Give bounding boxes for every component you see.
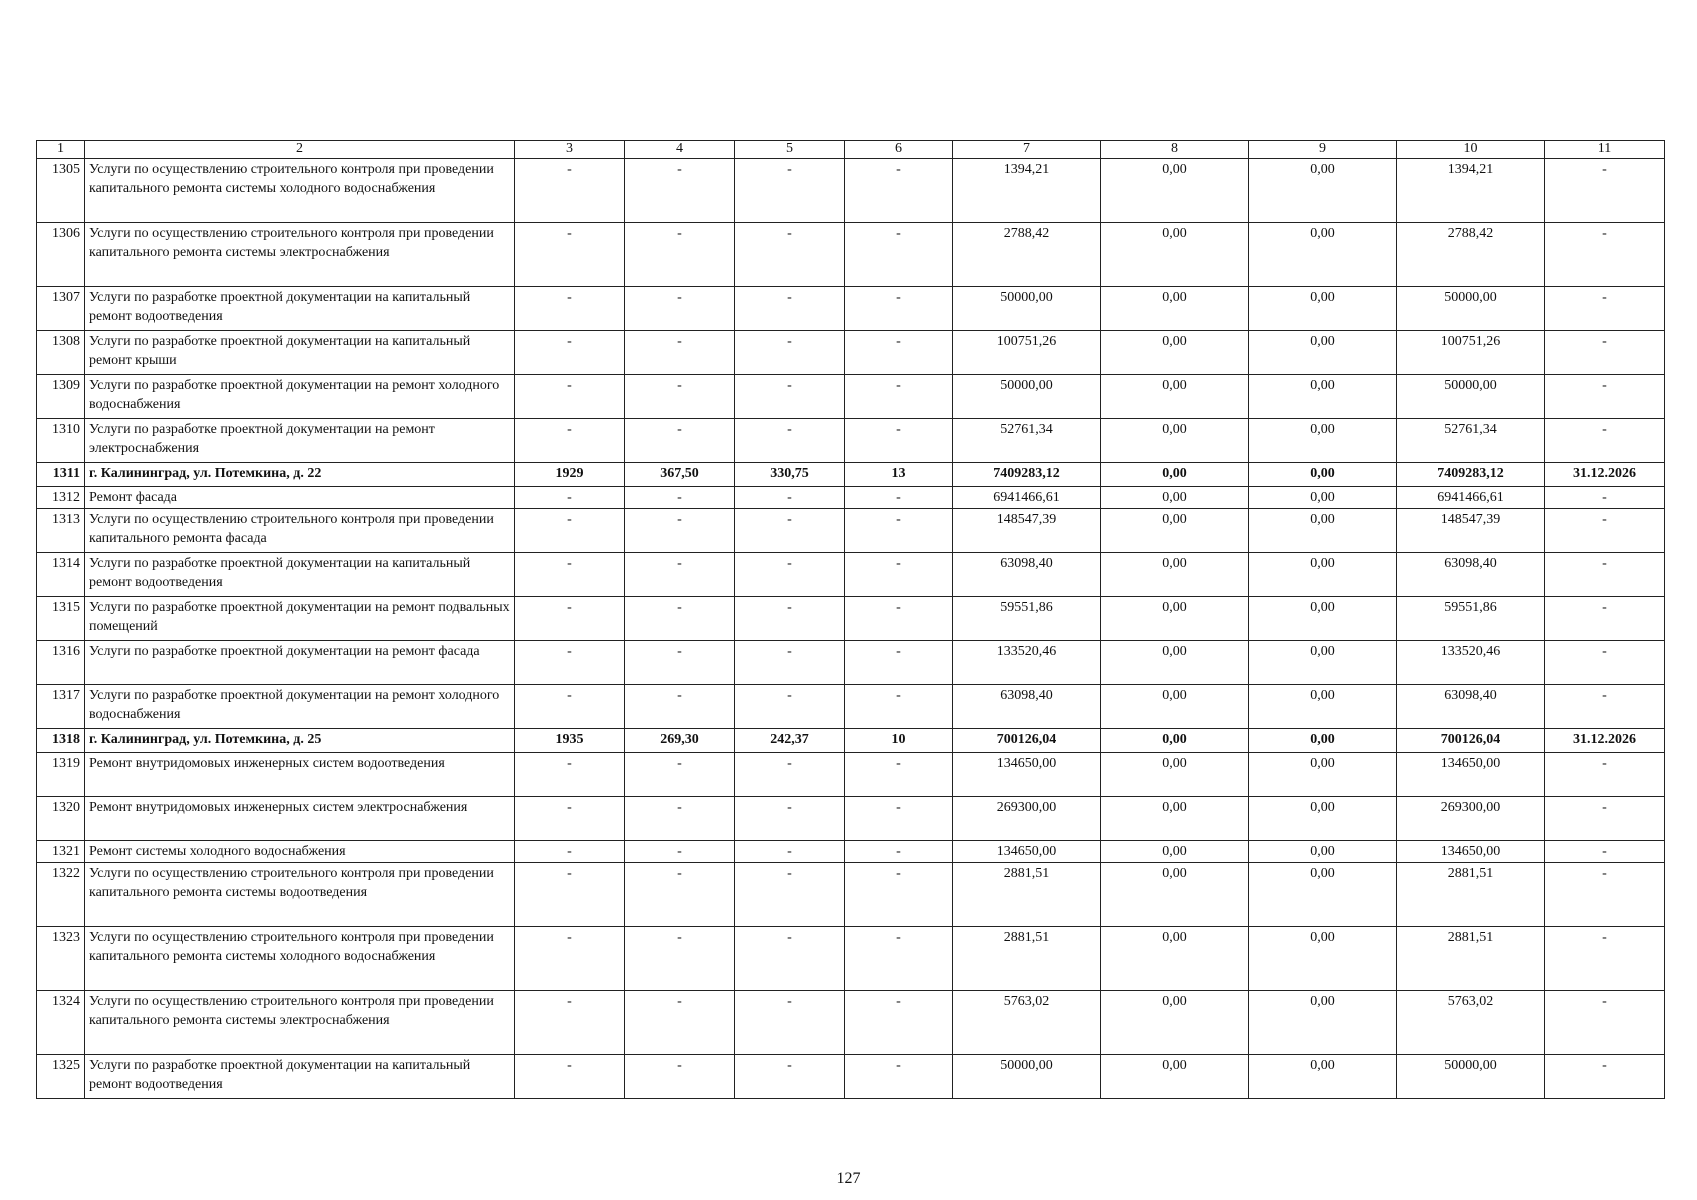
cell-c8: 0,00 xyxy=(1101,509,1249,553)
table-row xyxy=(37,463,1665,487)
cell-c4: - xyxy=(625,223,735,287)
cell-c5: - xyxy=(735,375,845,419)
cell-no: 1308 xyxy=(37,331,85,375)
cell-c6: 10 xyxy=(845,729,953,753)
cell-c6: - xyxy=(845,553,953,597)
cell-c6: - xyxy=(845,509,953,553)
cell-c8: 0,00 xyxy=(1101,1055,1249,1099)
cell-c7: 7409283,12 xyxy=(953,463,1101,487)
cell-c3: - xyxy=(515,509,625,553)
cell-c3: 1929 xyxy=(515,463,625,487)
cell-c9: 0,00 xyxy=(1249,841,1397,863)
cell-c10: 7409283,12 xyxy=(1397,463,1545,487)
cell-c4: - xyxy=(625,331,735,375)
table-row xyxy=(37,841,1665,863)
cell-c8: 0,00 xyxy=(1101,375,1249,419)
cell-name: Услуги по разработке проектной документации на ремонт подвальных помещений xyxy=(85,597,515,641)
cell-c4: 367,50 xyxy=(625,463,735,487)
cell-c5: - xyxy=(735,509,845,553)
cell-c8: 0,00 xyxy=(1101,159,1249,223)
cell-c11: - xyxy=(1545,553,1665,597)
cell-no: 1306 xyxy=(37,223,85,287)
cell-c11: - xyxy=(1545,597,1665,641)
cell-c7: 700126,04 xyxy=(953,729,1101,753)
cell-c5: - xyxy=(735,797,845,841)
cell-c7: 134650,00 xyxy=(953,753,1101,797)
cell-c11: 31.12.2026 xyxy=(1545,729,1665,753)
cell-c8: 0,00 xyxy=(1101,927,1249,991)
cell-c6: - xyxy=(845,753,953,797)
cell-c10: 6941466,61 xyxy=(1397,487,1545,509)
cell-c7: 63098,40 xyxy=(953,553,1101,597)
cell-c3: - xyxy=(515,419,625,463)
cell-c3: - xyxy=(515,641,625,685)
cell-c8: 0,00 xyxy=(1101,841,1249,863)
cell-c10: 2788,42 xyxy=(1397,223,1545,287)
cell-name: г. Калининград, ул. Потемкина, д. 22 xyxy=(85,463,515,487)
cell-c4: - xyxy=(625,487,735,509)
cell-c11: - xyxy=(1545,331,1665,375)
table-row xyxy=(37,509,1665,553)
cell-c8: 0,00 xyxy=(1101,331,1249,375)
cell-c4: - xyxy=(625,287,735,331)
cell-c10: 59551,86 xyxy=(1397,597,1545,641)
cell-c9: 0,00 xyxy=(1249,287,1397,331)
cell-c3: - xyxy=(515,487,625,509)
cell-c7: 2788,42 xyxy=(953,223,1101,287)
cell-c7: 50000,00 xyxy=(953,1055,1101,1099)
cell-c6: - xyxy=(845,331,953,375)
cell-c9: 0,00 xyxy=(1249,223,1397,287)
cell-c4: - xyxy=(625,509,735,553)
cell-c3: - xyxy=(515,841,625,863)
cell-no: 1313 xyxy=(37,509,85,553)
cell-c7: 133520,46 xyxy=(953,641,1101,685)
cell-c7: 59551,86 xyxy=(953,597,1101,641)
table-row xyxy=(37,223,1665,287)
cell-c7: 2881,51 xyxy=(953,863,1101,927)
cell-c4: - xyxy=(625,597,735,641)
cell-c3: - xyxy=(515,597,625,641)
cell-c11: - xyxy=(1545,991,1665,1055)
header-cell: 1 xyxy=(37,141,85,159)
cell-c8: 0,00 xyxy=(1101,753,1249,797)
cell-c11: - xyxy=(1545,223,1665,287)
cell-c9: 0,00 xyxy=(1249,991,1397,1055)
page-number: 127 xyxy=(836,1170,861,1187)
cell-c9: 0,00 xyxy=(1249,927,1397,991)
header-cell: 11 xyxy=(1545,141,1665,159)
cell-name: Услуги по разработке проектной документации на капитальный ремонт водоотведения xyxy=(85,553,515,597)
cell-c6: - xyxy=(845,863,953,927)
cell-c10: 133520,46 xyxy=(1397,641,1545,685)
cell-c11: - xyxy=(1545,509,1665,553)
cell-c3: - xyxy=(515,685,625,729)
cell-c7: 2881,51 xyxy=(953,927,1101,991)
cell-c5: - xyxy=(735,287,845,331)
cell-c6: - xyxy=(845,419,953,463)
table-row xyxy=(37,331,1665,375)
header-cell: 5 xyxy=(735,141,845,159)
cell-name: Услуги по разработке проектной документации на капитальный ремонт водоотведения xyxy=(85,287,515,331)
cell-c6: - xyxy=(845,223,953,287)
cell-c8: 0,00 xyxy=(1101,685,1249,729)
cell-no: 1307 xyxy=(37,287,85,331)
cell-c10: 5763,02 xyxy=(1397,991,1545,1055)
cell-c8: 0,00 xyxy=(1101,287,1249,331)
cell-c6: - xyxy=(845,375,953,419)
cell-c9: 0,00 xyxy=(1249,419,1397,463)
cell-c8: 0,00 xyxy=(1101,463,1249,487)
cell-c11: - xyxy=(1545,797,1665,841)
cell-name: г. Калининград, ул. Потемкина, д. 25 xyxy=(85,729,515,753)
table-row xyxy=(37,685,1665,729)
cell-no: 1319 xyxy=(37,753,85,797)
cell-name: Услуги по осуществлению строительного контроля при проведении капитального ремонта системы электроснабжения xyxy=(85,223,515,287)
header-cell: 2 xyxy=(85,141,515,159)
cell-c3: - xyxy=(515,375,625,419)
cell-name: Услуги по разработке проектной документации на ремонт фасада xyxy=(85,641,515,685)
cell-c3: - xyxy=(515,553,625,597)
cell-c5: - xyxy=(735,487,845,509)
table-row xyxy=(37,991,1665,1055)
cell-c4: - xyxy=(625,927,735,991)
cell-no: 1315 xyxy=(37,597,85,641)
cell-c6: - xyxy=(845,797,953,841)
cell-c3: - xyxy=(515,1055,625,1099)
cell-c10: 148547,39 xyxy=(1397,509,1545,553)
cell-c7: 269300,00 xyxy=(953,797,1101,841)
table-row xyxy=(37,753,1665,797)
cell-no: 1318 xyxy=(37,729,85,753)
cell-no: 1305 xyxy=(37,159,85,223)
cell-c10: 2881,51 xyxy=(1397,863,1545,927)
cell-c6: - xyxy=(845,927,953,991)
cell-c5: - xyxy=(735,863,845,927)
header-cell: 4 xyxy=(625,141,735,159)
table-row xyxy=(37,553,1665,597)
cell-c3: - xyxy=(515,927,625,991)
cell-name: Услуги по разработке проектной документации на ремонт холодного водоснабжения xyxy=(85,685,515,729)
cell-c6: - xyxy=(845,641,953,685)
cell-c9: 0,00 xyxy=(1249,375,1397,419)
header-cell: 10 xyxy=(1397,141,1545,159)
table-row xyxy=(37,797,1665,841)
cell-c6: 13 xyxy=(845,463,953,487)
table-body xyxy=(37,159,1665,1099)
header-cell: 8 xyxy=(1101,141,1249,159)
cell-no: 1314 xyxy=(37,553,85,597)
cell-c3: - xyxy=(515,159,625,223)
table-row xyxy=(37,375,1665,419)
cell-c4: - xyxy=(625,991,735,1055)
cell-c9: 0,00 xyxy=(1249,553,1397,597)
cell-name: Услуги по осуществлению строительного контроля при проведении капитального ремонта системы холодного водоснабжения xyxy=(85,927,515,991)
table-row xyxy=(37,159,1665,223)
cell-c4: - xyxy=(625,685,735,729)
cell-c4: - xyxy=(625,419,735,463)
cell-c3: - xyxy=(515,331,625,375)
header-cell: 3 xyxy=(515,141,625,159)
cell-c4: - xyxy=(625,159,735,223)
cell-c3: - xyxy=(515,223,625,287)
cell-c11: - xyxy=(1545,287,1665,331)
table-row xyxy=(37,287,1665,331)
cell-c5: - xyxy=(735,927,845,991)
cell-c10: 63098,40 xyxy=(1397,553,1545,597)
cell-name: Услуги по разработке проектной документации на капитальный ремонт крыши xyxy=(85,331,515,375)
cell-no: 1323 xyxy=(37,927,85,991)
cell-c11: - xyxy=(1545,841,1665,863)
header-cell: 9 xyxy=(1249,141,1397,159)
cell-c10: 134650,00 xyxy=(1397,841,1545,863)
cell-c11: - xyxy=(1545,159,1665,223)
cell-c11: - xyxy=(1545,1055,1665,1099)
cell-no: 1311 xyxy=(37,463,85,487)
cell-c9: 0,00 xyxy=(1249,729,1397,753)
cell-c4: - xyxy=(625,375,735,419)
cell-c9: 0,00 xyxy=(1249,159,1397,223)
header-row xyxy=(37,141,1665,159)
cell-c6: - xyxy=(845,287,953,331)
cell-c9: 0,00 xyxy=(1249,797,1397,841)
cell-c7: 50000,00 xyxy=(953,287,1101,331)
cell-no: 1322 xyxy=(37,863,85,927)
cell-c3: - xyxy=(515,287,625,331)
cell-no: 1310 xyxy=(37,419,85,463)
cell-c8: 0,00 xyxy=(1101,641,1249,685)
cell-c9: 0,00 xyxy=(1249,331,1397,375)
data-table xyxy=(36,140,1665,1099)
cell-c6: - xyxy=(845,597,953,641)
cell-c9: 0,00 xyxy=(1249,641,1397,685)
cell-c3: - xyxy=(515,797,625,841)
cell-c8: 0,00 xyxy=(1101,487,1249,509)
cell-c11: - xyxy=(1545,419,1665,463)
cell-c11: - xyxy=(1545,863,1665,927)
cell-c8: 0,00 xyxy=(1101,729,1249,753)
cell-c4: - xyxy=(625,797,735,841)
cell-name: Услуги по разработке проектной документации на капитальный ремонт водоотведения xyxy=(85,1055,515,1099)
cell-no: 1316 xyxy=(37,641,85,685)
cell-c9: 0,00 xyxy=(1249,863,1397,927)
cell-name: Ремонт фасада xyxy=(85,487,515,509)
cell-no: 1309 xyxy=(37,375,85,419)
cell-c6: - xyxy=(845,685,953,729)
cell-c7: 63098,40 xyxy=(953,685,1101,729)
cell-name: Услуги по осуществлению строительного контроля при проведении капитального ремонта системы холодного водоснабжения xyxy=(85,159,515,223)
cell-c10: 52761,34 xyxy=(1397,419,1545,463)
cell-c4: - xyxy=(625,841,735,863)
cell-c5: - xyxy=(735,991,845,1055)
cell-c11: - xyxy=(1545,487,1665,509)
cell-c6: - xyxy=(845,159,953,223)
cell-c10: 63098,40 xyxy=(1397,685,1545,729)
cell-no: 1312 xyxy=(37,487,85,509)
cell-c9: 0,00 xyxy=(1249,1055,1397,1099)
cell-c8: 0,00 xyxy=(1101,553,1249,597)
cell-c8: 0,00 xyxy=(1101,991,1249,1055)
cell-c10: 269300,00 xyxy=(1397,797,1545,841)
cell-c6: - xyxy=(845,841,953,863)
cell-name: Услуги по разработке проектной документации на ремонт холодного водоснабжения xyxy=(85,375,515,419)
cell-c11: - xyxy=(1545,927,1665,991)
cell-c5: - xyxy=(735,419,845,463)
cell-c3: - xyxy=(515,863,625,927)
table-row xyxy=(37,597,1665,641)
cell-no: 1320 xyxy=(37,797,85,841)
cell-c10: 700126,04 xyxy=(1397,729,1545,753)
cell-c7: 52761,34 xyxy=(953,419,1101,463)
cell-c9: 0,00 xyxy=(1249,753,1397,797)
cell-c9: 0,00 xyxy=(1249,487,1397,509)
header-cell: 7 xyxy=(953,141,1101,159)
data-table-container xyxy=(36,140,1664,1099)
cell-c7: 50000,00 xyxy=(953,375,1101,419)
cell-c11: - xyxy=(1545,753,1665,797)
cell-c11: - xyxy=(1545,641,1665,685)
cell-c8: 0,00 xyxy=(1101,597,1249,641)
cell-c4: - xyxy=(625,863,735,927)
cell-c7: 148547,39 xyxy=(953,509,1101,553)
cell-c8: 0,00 xyxy=(1101,797,1249,841)
table-row xyxy=(37,927,1665,991)
cell-c11: - xyxy=(1545,375,1665,419)
cell-c11: - xyxy=(1545,685,1665,729)
cell-c7: 100751,26 xyxy=(953,331,1101,375)
cell-c10: 100751,26 xyxy=(1397,331,1545,375)
cell-c9: 0,00 xyxy=(1249,509,1397,553)
cell-c5: - xyxy=(735,753,845,797)
cell-c5: - xyxy=(735,223,845,287)
cell-c4: - xyxy=(625,553,735,597)
cell-c5: - xyxy=(735,841,845,863)
cell-name: Услуги по осуществлению строительного контроля при проведении капитального ремонта системы электроснабжения xyxy=(85,991,515,1055)
table-row xyxy=(37,641,1665,685)
cell-c8: 0,00 xyxy=(1101,223,1249,287)
cell-c10: 50000,00 xyxy=(1397,1055,1545,1099)
cell-c6: - xyxy=(845,487,953,509)
cell-c5: 330,75 xyxy=(735,463,845,487)
cell-c5: - xyxy=(735,553,845,597)
cell-c9: 0,00 xyxy=(1249,463,1397,487)
cell-name: Услуги по разработке проектной документации на ремонт электроснабжения xyxy=(85,419,515,463)
cell-c5: - xyxy=(735,159,845,223)
cell-c4: 269,30 xyxy=(625,729,735,753)
cell-c9: 0,00 xyxy=(1249,597,1397,641)
cell-c7: 134650,00 xyxy=(953,841,1101,863)
cell-c4: - xyxy=(625,641,735,685)
cell-name: Ремонт системы холодного водоснабжения xyxy=(85,841,515,863)
cell-c3: 1935 xyxy=(515,729,625,753)
header-cell: 6 xyxy=(845,141,953,159)
cell-no: 1321 xyxy=(37,841,85,863)
cell-c6: - xyxy=(845,1055,953,1099)
cell-c5: - xyxy=(735,685,845,729)
cell-c3: - xyxy=(515,753,625,797)
table-row xyxy=(37,729,1665,753)
cell-no: 1325 xyxy=(37,1055,85,1099)
cell-name: Ремонт внутридомовых инженерных систем водоотведения xyxy=(85,753,515,797)
cell-c5: - xyxy=(735,597,845,641)
cell-name: Услуги по осуществлению строительного контроля при проведении капитального ремонта фасада xyxy=(85,509,515,553)
cell-c10: 50000,00 xyxy=(1397,287,1545,331)
cell-c10: 1394,21 xyxy=(1397,159,1545,223)
cell-c9: 0,00 xyxy=(1249,685,1397,729)
cell-c8: 0,00 xyxy=(1101,863,1249,927)
table-row xyxy=(37,863,1665,927)
cell-c11: 31.12.2026 xyxy=(1545,463,1665,487)
cell-c7: 6941466,61 xyxy=(953,487,1101,509)
cell-name: Услуги по осуществлению строительного контроля при проведении капитального ремонта системы водоотведения xyxy=(85,863,515,927)
cell-c5: - xyxy=(735,1055,845,1099)
table-row xyxy=(37,419,1665,463)
cell-c3: - xyxy=(515,991,625,1055)
table-row xyxy=(37,1055,1665,1099)
cell-c7: 1394,21 xyxy=(953,159,1101,223)
cell-c6: - xyxy=(845,991,953,1055)
cell-c5: - xyxy=(735,331,845,375)
cell-c5: 242,37 xyxy=(735,729,845,753)
cell-c10: 50000,00 xyxy=(1397,375,1545,419)
cell-name: Ремонт внутридомовых инженерных систем электроснабжения xyxy=(85,797,515,841)
cell-c8: 0,00 xyxy=(1101,419,1249,463)
cell-no: 1324 xyxy=(37,991,85,1055)
cell-c10: 2881,51 xyxy=(1397,927,1545,991)
cell-c5: - xyxy=(735,641,845,685)
cell-c4: - xyxy=(625,1055,735,1099)
table-row xyxy=(37,487,1665,509)
cell-c10: 134650,00 xyxy=(1397,753,1545,797)
cell-no: 1317 xyxy=(37,685,85,729)
cell-c4: - xyxy=(625,753,735,797)
cell-c7: 5763,02 xyxy=(953,991,1101,1055)
